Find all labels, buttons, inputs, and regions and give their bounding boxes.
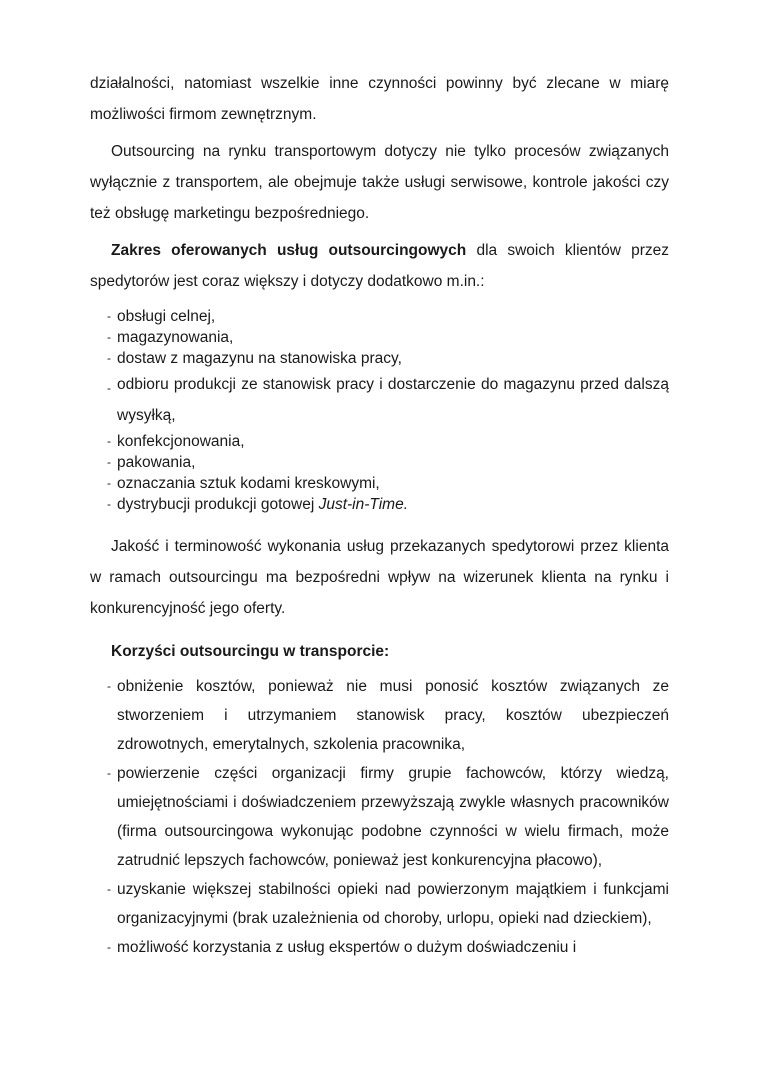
list-item — [90, 348, 669, 369]
list-item — [90, 759, 669, 875]
list-dash: - — [107, 381, 111, 395]
list-item-text: powierzenie części organizacji firmy grupie fachowców, którzy wiedzą, umiejętnościami i doświadczeniem przewyższają zwykle własnych pracowników (firma outsourcingowa wykonując podobne czynności w wielu firmach, może zatrudnić lepszych fachowców, ponieważ jest konkurencyjna płacowo), — [117, 765, 669, 869]
list-item-text: pakowania, — [117, 454, 196, 471]
spacer — [90, 515, 669, 531]
list-item-text: oznaczania sztuk kodami kreskowymi, — [117, 475, 380, 492]
list-dash: - — [107, 330, 111, 344]
paragraph-continuation: działalności, natomiast wszelkie inne czynności powinny być zlecane w miarę możliwości firmom zewnętrznym. — [90, 75, 669, 123]
list-item — [90, 369, 669, 431]
list-item — [90, 933, 669, 962]
list-item-text: obsługi celnej, — [117, 308, 216, 325]
list-dash: - — [107, 766, 111, 780]
benefits-heading: Korzyści outsourcingu w transporcie: — [111, 643, 390, 660]
list-item — [90, 875, 669, 933]
list-item-text: uzyskanie większej stabilności opieki nad powierzonym majątkiem i funkcjami organizacyjnymi (brak uzależnienia od choroby, urlopu, opieki nad dzieckiem), — [117, 881, 669, 927]
just-in-time-term: Just-in-Time. — [318, 496, 409, 513]
list-item-text: odbioru produkcji ze stanowisk pracy i dostarczenie do magazynu przed dalszą wysyłką, — [117, 376, 669, 424]
list-dash: - — [107, 679, 111, 693]
paragraph-quality: Jakość i terminowość wykonania usług przekazanych spedytorowi przez klienta w ramach outsourcingu ma bezpośredni wpływ na wizerunek klienta na rynku i konkurencyjność jego oferty. — [90, 538, 669, 617]
list-dash: - — [107, 455, 111, 469]
list-dash: - — [107, 434, 111, 448]
benefits-list — [90, 672, 669, 962]
list-item-text: dostaw z magazynu na stanowiska pracy, — [117, 350, 402, 367]
paragraph-outsourcing-transport: Outsourcing na rynku transportowym dotyczy nie tylko procesów związanych wyłącznie z transportem, ale obejmuje także usługi serwisowe, kontrole jakości czy też obsługę marketingu bezpośredniego. — [90, 143, 669, 222]
list-item — [90, 327, 669, 348]
list-item-text: możliwość korzystania z usług ekspertów o dużym doświadczeniu i — [117, 939, 577, 956]
services-list — [90, 306, 669, 515]
list-item — [90, 431, 669, 452]
paragraph-services-scope — [90, 235, 669, 297]
list-dash: - — [107, 476, 111, 490]
list-item — [90, 452, 669, 473]
services-scope-emphasis: Zakres oferowanych usług outsourcingowych — [111, 242, 467, 259]
list-item — [90, 473, 669, 494]
list-item-text: konfekcjonowania, — [117, 433, 245, 450]
list-item-text: obniżenie kosztów, ponieważ nie musi ponosić kosztów związanych ze stworzeniem i utrzymaniem stanowisk pracy, kosztów ubezpieczeń zdrowotnych, emerytalnych, szkolenia pracownika, — [117, 678, 669, 753]
list-dash: - — [107, 882, 111, 896]
services-scope-text: dla swoich klientów przez spedytorów jest coraz większy i dotyczy dodatkowo m.in.: — [90, 242, 669, 290]
list-dash: - — [107, 309, 111, 323]
list-item — [90, 672, 669, 759]
document-page — [90, 68, 669, 962]
list-dash: - — [107, 351, 111, 365]
list-dash: - — [107, 940, 111, 954]
list-item — [90, 494, 669, 515]
list-item — [90, 306, 669, 327]
list-dash: - — [107, 497, 111, 511]
list-item-text: dystrybucji produkcji gotowej — [117, 496, 319, 513]
list-item-text: magazynowania, — [117, 329, 234, 346]
